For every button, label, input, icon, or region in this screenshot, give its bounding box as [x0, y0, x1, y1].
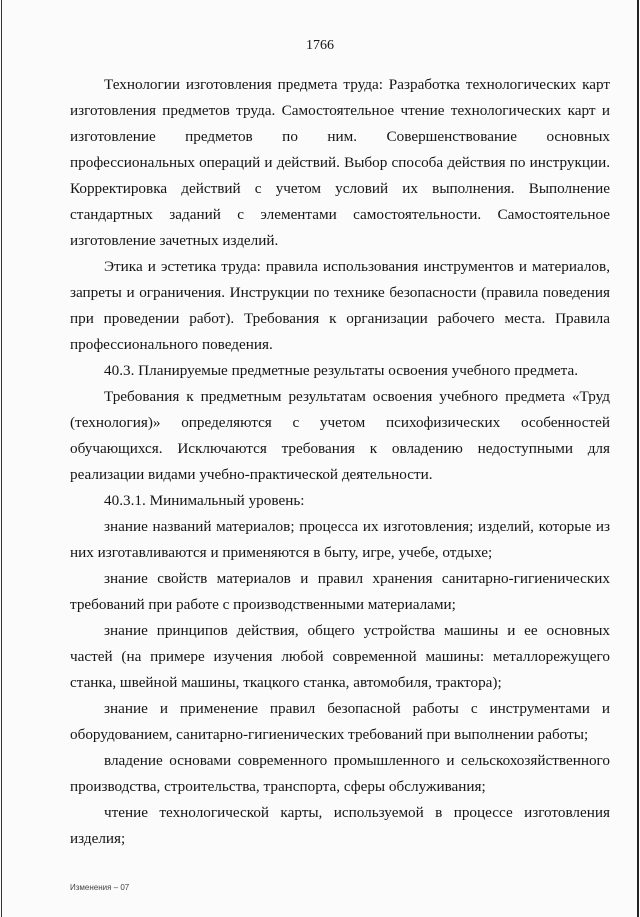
paragraph-requirements: Требования к предметным результатам освоения учебного предмета «Труд (технология)» определяются с учетом психофизических особенностей обучающихся. Исключаются требования к овладению недоступными для реализации видами учебно-практической деятельности. [70, 388, 610, 483]
list-item: знание свойств материалов и правил хранения санитарно-гигиенических требований при работе с производственными материалами; [70, 570, 610, 613]
footer-note: Изменения – 07 [70, 883, 130, 892]
section-heading-40-3: 40.3. Планируемые предметные результаты освоения учебного предмета. [104, 362, 579, 379]
paragraph-work-technology: Технологии изготовления предмета труда: Разработка технологических карт изготовления предметов труда. Самостоятельное чтение технологических карт и изготовление предметов по ним. Совершенствование основных профессиональных операций и действий. Выбор способа действия по инструкции. Корректировка действий с учетом условий их выполнения. Выполнение стандартных заданий с элементами самостоятельности. Самостоятельное изготовление зачетных изделий. [70, 76, 610, 249]
list-item: чтение технологической карты, используемой в процессе изготовления изделия; [70, 804, 610, 847]
scan-edge-right [637, 0, 639, 917]
scan-edge-left [1, 0, 2, 917]
paragraph-work-ethics: Этика и эстетика труда: правила использования инструментов и материалов, запреты и ограничения. Инструкции по технике безопасности (правила поведения при проведении работ). Требования к организации рабочего места. Правила профессионального поведения. [70, 258, 610, 353]
list-item: знание названий материалов; процесса их изготовления; изделий, которые из них изготавливаются и применяются в быту, игре, учебе, отдыхе; [70, 518, 610, 561]
section-heading-40-3-1: 40.3.1. Минимальный уровень: [104, 492, 305, 509]
list-item: знание принципов действия, общего устройства машины и ее основных частей (на примере изучения любой современной машины: металлорежущего станка, швейной машины, ткацкого станка, автомобиля, трактора); [70, 622, 610, 691]
page-number: 1766 [306, 38, 334, 53]
body-text [70, 72, 610, 852]
list-item: знание и применение правил безопасной работы с инструментами и оборудованием, санитарно-гигиенических требований при выполнении работы; [70, 700, 610, 743]
list-item: владение основами современного промышленного и сельскохозяйственного производства, строительства, транспорта, сферы обслуживания; [70, 752, 610, 795]
